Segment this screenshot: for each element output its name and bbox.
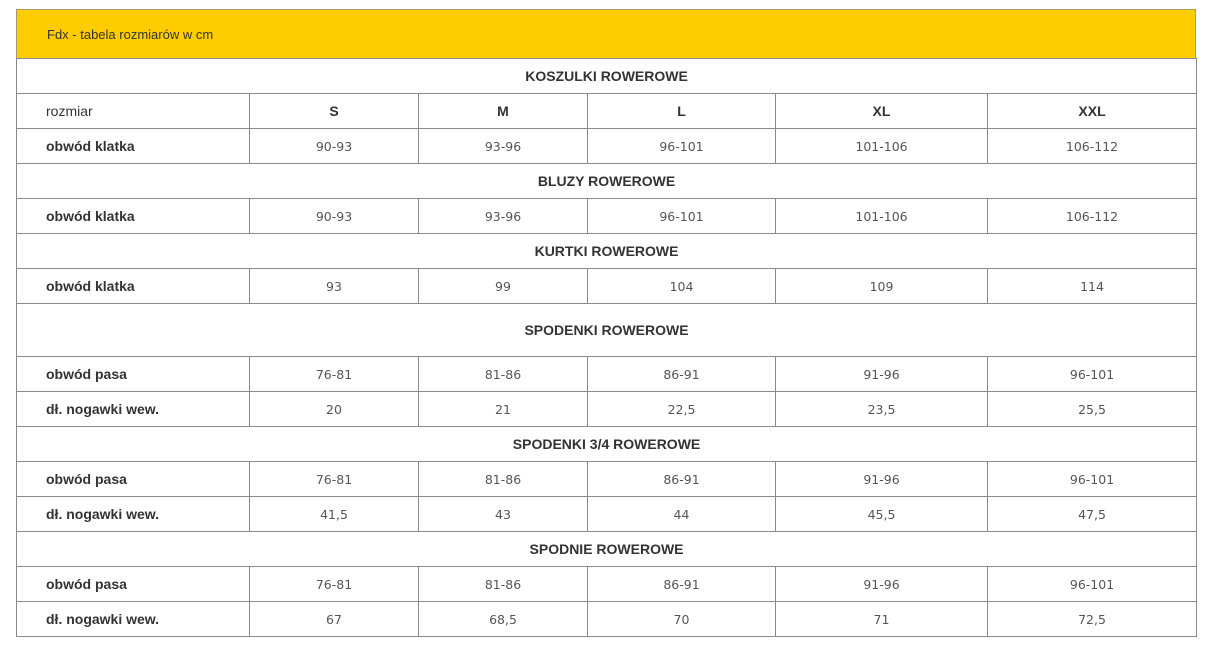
table-cell: 47,5 [988,497,1197,532]
row-label: obwód pasa [17,357,250,392]
section-title: SPODENKI ROWEROWE [17,304,1197,357]
table-cell: 22,5 [588,392,776,427]
table-cell: 101-106 [776,129,988,164]
table-cell: 91-96 [776,567,988,602]
table-cell: 71 [776,602,988,637]
size-column-header: XL [776,94,988,129]
table-cell: 67 [250,602,419,637]
section-header-row [17,532,1197,567]
table-cell: 96-101 [588,129,776,164]
section-title: KOSZULKI ROWEROWE [17,59,1197,94]
table-cell: 106-112 [988,199,1197,234]
section-title: BLUZY ROWEROWE [17,164,1197,199]
table-row [17,497,1197,532]
row-label: obwód pasa [17,462,250,497]
table-row [17,129,1197,164]
table-cell: 109 [776,269,988,304]
table-cell: 90-93 [250,199,419,234]
size-column-header: S [250,94,419,129]
table-cell: 96-101 [988,567,1197,602]
table-cell: 93-96 [419,129,588,164]
size-table [16,58,1197,637]
section-header-row [17,164,1197,199]
table-cell: 96-101 [588,199,776,234]
row-label: obwód klatka [17,129,250,164]
table-row [17,462,1197,497]
table-row [17,357,1197,392]
size-column-header: M [419,94,588,129]
table-cell: 41,5 [250,497,419,532]
table-cell: 99 [419,269,588,304]
section-title: SPODNIE ROWEROWE [17,532,1197,567]
table-cell: 96-101 [988,357,1197,392]
table-cell: 90-93 [250,129,419,164]
table-row [17,602,1197,637]
size-chart [16,9,1196,637]
table-cell: 76-81 [250,567,419,602]
table-cell: 72,5 [988,602,1197,637]
table-cell: 21 [419,392,588,427]
table-cell: 104 [588,269,776,304]
table-cell: 76-81 [250,462,419,497]
table-cell: 68,5 [419,602,588,637]
table-cell: 106-112 [988,129,1197,164]
row-label: obwód pasa [17,567,250,602]
table-row [17,567,1197,602]
table-cell: 70 [588,602,776,637]
table-cell: 23,5 [776,392,988,427]
table-cell: 91-96 [776,462,988,497]
size-column-header: XXL [988,94,1197,129]
table-cell: 44 [588,497,776,532]
table-cell: 25,5 [988,392,1197,427]
table-cell: 93-96 [419,199,588,234]
table-cell: 86-91 [588,462,776,497]
table-row [17,199,1197,234]
table-row [17,392,1197,427]
table-cell: 101-106 [776,199,988,234]
row-label: dł. nogawki wew. [17,602,250,637]
table-cell: 45,5 [776,497,988,532]
section-header-row [17,427,1197,462]
row-label: dł. nogawki wew. [17,392,250,427]
size-header-row [17,94,1197,129]
section-header-row [17,234,1197,269]
table-cell: 114 [988,269,1197,304]
section-header-row [17,59,1197,94]
size-label: rozmiar [17,94,250,129]
table-title: Fdx - tabela rozmiarów w cm [47,26,214,42]
table-cell: 86-91 [588,567,776,602]
section-header-row [17,304,1197,357]
table-cell: 81-86 [419,567,588,602]
table-row [17,269,1197,304]
table-title-bar [16,9,1196,59]
table-cell: 91-96 [776,357,988,392]
section-title: SPODENKI 3/4 ROWEROWE [17,427,1197,462]
table-cell: 20 [250,392,419,427]
table-cell: 81-86 [419,462,588,497]
row-label: obwód klatka [17,199,250,234]
table-cell: 96-101 [988,462,1197,497]
table-cell: 93 [250,269,419,304]
table-cell: 76-81 [250,357,419,392]
row-label: dł. nogawki wew. [17,497,250,532]
size-column-header: L [588,94,776,129]
table-cell: 86-91 [588,357,776,392]
section-title: KURTKI ROWEROWE [17,234,1197,269]
row-label: obwód klatka [17,269,250,304]
table-cell: 81-86 [419,357,588,392]
table-cell: 43 [419,497,588,532]
